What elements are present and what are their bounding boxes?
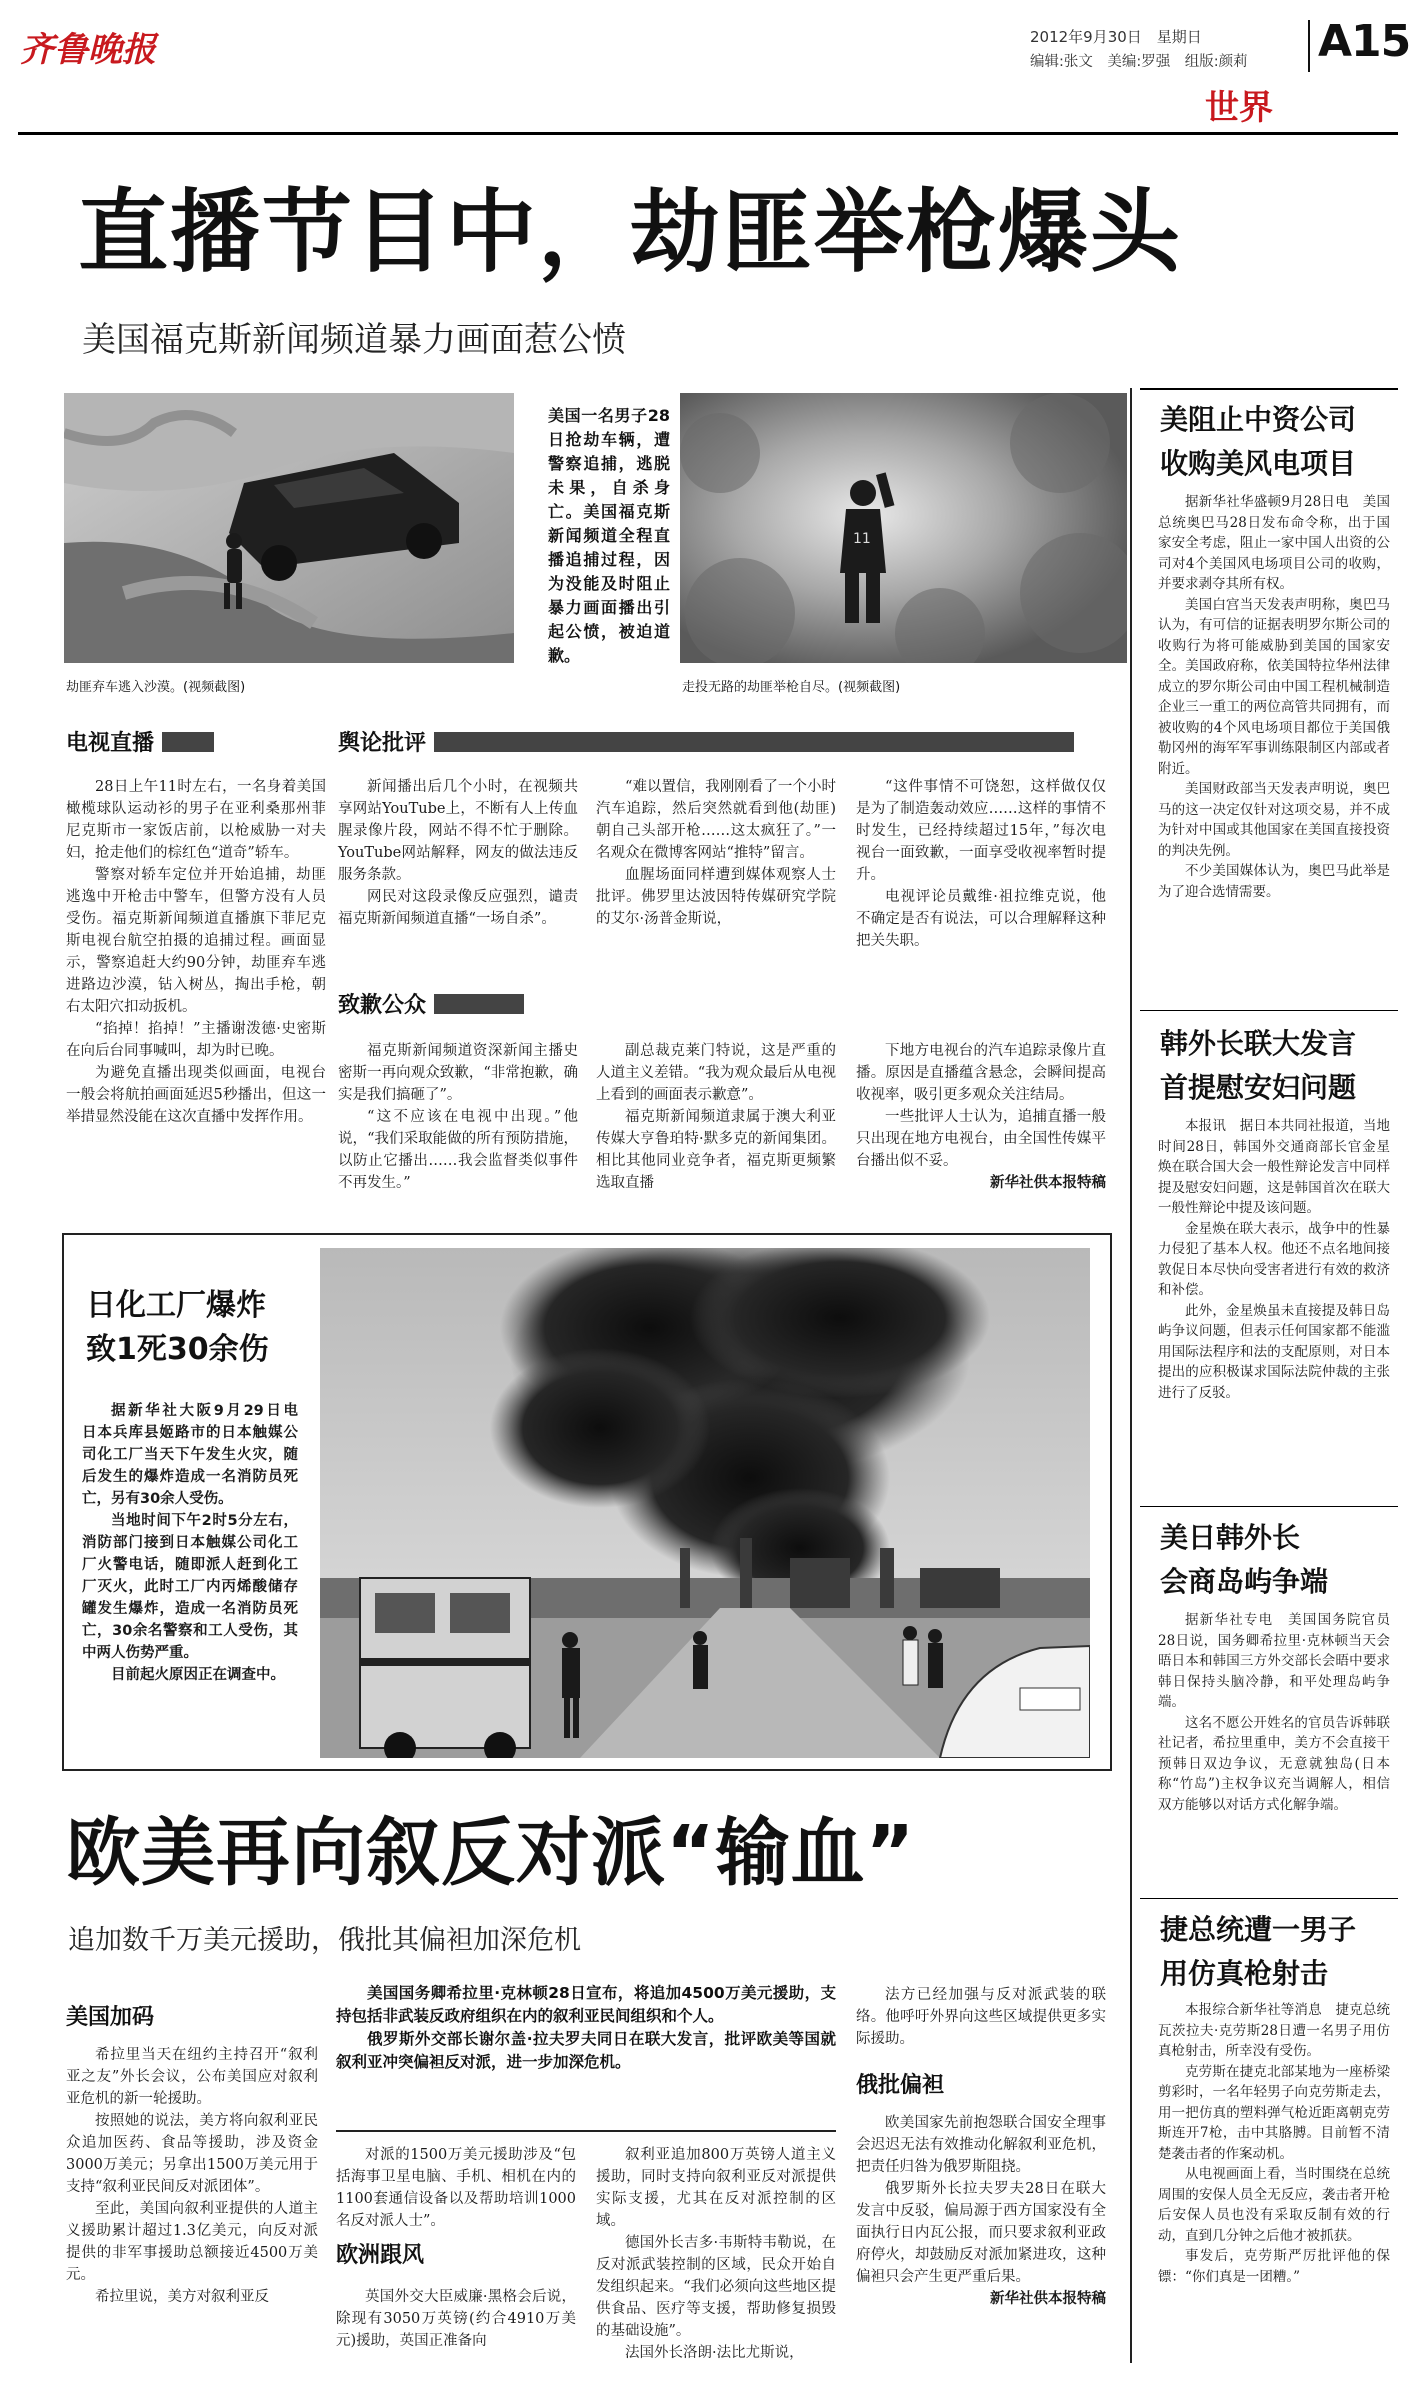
sidebar-body-1 xyxy=(1158,492,1390,902)
sidebar-title-line: 美日韩外长 xyxy=(1160,1521,1301,1554)
fire-title-line2: 致1死30余伤 xyxy=(86,1332,269,1367)
sidebar-body-4 xyxy=(1158,2000,1390,2287)
sidebar-title-line: 美阻止中资公司 xyxy=(1160,403,1357,436)
paragraph: 英国外交大臣威廉·黑格会后说，除现有3050万英镑(约合4910万美元)援助，英国正准备向 xyxy=(336,2289,576,2349)
paragraph: 据新华社华盛顿9月28日电 美国总统奥巴马28日发布命令称，出于国家安全考虑，阻止一家中国人出资的公司对4个美国风电场项目公司的收购，并要求剥夺其所有权。 xyxy=(1158,494,1390,592)
sidebar-body-3 xyxy=(1158,1610,1390,1815)
syria-col-4b xyxy=(856,2112,1106,2310)
fire-title xyxy=(86,1284,269,1372)
fire-title-line1: 日化工厂爆炸 xyxy=(86,1288,266,1323)
paragraph: 本报综合新华社等消息 捷克总统瓦茨拉夫·克劳斯28日遭一名男子用仿真枪射击，所幸没有受伤。 xyxy=(1158,2002,1390,2059)
paragraph: 法方已经加强与反对派武装的联络。他呼吁外界向这些区域提供更多实际援助。 xyxy=(856,1987,1106,2047)
paragraph: 一些批评人士认为，追捕直播一般只出现在地方电视台，由全国性传媒平台播出似不妥。 xyxy=(856,1109,1106,1169)
paragraph: 此外，金星焕虽未直接提及韩日岛屿争议问题，但表示任何国家都不能滥用国际法程序和法的支配原则，对日本提出的应积极谋求国际法院仲裁的主张进行了反驳。 xyxy=(1158,1302,1390,1401)
sidebar-title-line: 用仿真枪射击 xyxy=(1160,1957,1329,1990)
paragraph: 美国白宫当天发表声明称，奥巴马认为，有可信的证据表明罗尔斯公司的收购行为将可能威胁到美国的国家安全。美国政府称，依美国特拉华州法律成立的罗尔斯公司由中国工程机械制造企业三一重工的两位高管共同拥有，而被收购的4个风电场项目都位于美国俄勒冈州的海军军事训练限制区内部或者附近。 xyxy=(1158,596,1390,777)
paragraph: 28日上午11时左右，一名身着美国橄榄球队运动衫的男子在亚利桑那州菲尼克斯市一家饭店前，以枪威胁一对夫妇，抢走他们的棕红色“道奇”轿车。 xyxy=(66,779,326,861)
sidebar-title-1 xyxy=(1160,398,1356,486)
sidebar-rule xyxy=(1140,1010,1398,1011)
paragraph: 据新华社大阪9月29日电 日本兵库县姬路市的日本触媒公司化工厂当天下午发生火灾，随后发生的爆炸造成一名消防员死亡，另有30余人受伤。 xyxy=(82,1403,313,1507)
section-label: 世界 xyxy=(1205,88,1273,128)
lead-subheadline: 美国福克斯新闻频道暴力画面惹公愤 xyxy=(82,320,626,360)
paragraph: 目前起火原因正在调查中。 xyxy=(111,1667,285,1683)
lead-col-4-lower xyxy=(856,1040,1106,1194)
lead-headline: 直播节目中，劫匪举枪爆头 xyxy=(78,180,1182,285)
paragraph: “这件事情不可饶恕，这样做仅仅是为了制造轰动效应……这样的事情不时发生，已经持续超过15年，”每次电视台一面致歉，一面享受收视率暂时提升。 xyxy=(856,779,1106,883)
section-title: 电视直播 xyxy=(66,731,155,756)
sidebar-rule xyxy=(1140,1898,1398,1899)
paragraph: 美国财政部当天发表声明说，奥巴马的这一决定仅针对这项交易，并不成为针对中国或其他国家在美国直接投资的判决先例。 xyxy=(1158,781,1390,859)
lead-col-1 xyxy=(66,776,326,1128)
sidebar-title-line: 收购美风电项目 xyxy=(1160,447,1357,480)
sidebar-title-line: 韩外长联大发言 xyxy=(1160,1027,1357,1060)
photo-suicide xyxy=(680,393,1127,663)
paragraph: 金星焕在联大表示，战争中的性暴力侵犯了基本人权。他还不点名地间接敦促日本尽快向受害者进行有效的救济和补偿。 xyxy=(1158,1220,1390,1298)
section-head-europe xyxy=(336,2238,424,2269)
section-bar xyxy=(162,732,214,752)
photo-car-desert-image xyxy=(64,393,514,663)
lead-col-3-lower xyxy=(596,1040,836,1194)
page-number-divider xyxy=(1308,20,1310,72)
syria-subheadline: 追加数千万美元援助，俄批其偏袒加深危机 xyxy=(68,1925,581,1956)
section-title: 俄批偏袒 xyxy=(856,2073,945,2098)
sidebar-rule xyxy=(1140,1506,1398,1507)
syria-col-2 xyxy=(336,2144,576,2232)
section-head-criticism xyxy=(338,726,1074,757)
photo-factory-fire xyxy=(320,1248,1090,1758)
syria-col-4 xyxy=(856,1984,1106,2050)
paragraph: 据新华社专电 美国国务院官员28日说，国务卿希拉里·克林顿当天会晤日本和韩国三方外交部长会晤中要求韩日保持头脑冷静，和平处理岛屿争端。 xyxy=(1158,1612,1390,1710)
photo-car-desert xyxy=(64,393,514,663)
paragraph: 这名不愿公开姓名的官员告诉韩联社记者，希拉里重申，美方不会直接干预韩日双边争议，无意就独岛(日本称“竹岛”)主权争议充当调解人，相信双方能够以对话方式化解争端。 xyxy=(1158,1714,1390,1813)
paragraph: 当地时间下午2时5分左右，消防部门接到日本触媒公司化工厂火警电话，随即派人赶到化工厂灭火，此时工厂内丙烯酸储存罐发生爆炸，造成一名消防员死亡，30余名警察和工人受伤，其中两人伤势严重。 xyxy=(82,1513,298,1661)
paragraph: 按照她的说法，美方将向叙利亚民众追加医药、食品等援助，涉及资金3000万美元；另拿出1500万美元用于支持“叙利亚民间反对派团体”。 xyxy=(66,2113,318,2195)
paragraph: 俄罗斯外长拉夫罗夫28日在联大发言中反驳，偏局源于西方国家没有全面执行日内瓦公报，而只要求叙利亚政府停火，却鼓励反对派加紧进攻，这种偏袒只会产生更严重后果。 xyxy=(856,2181,1106,2285)
editor-line: 编辑:张文 美编:罗强 组版:颜莉 xyxy=(1030,54,1248,70)
paragraph: 本报讯 据日本共同社报道，当地时间28日，韩国外交通商部长官金星焕在联合国大会一般性辩论发言中同样提及慰安妇问题，这是韩国首次在联大一般性辩论中提及该问题。 xyxy=(1158,1118,1390,1216)
paragraph: 副总裁克莱门特说，这是严重的人道主义差错。“我为观众最后从电视上看到的画面表示歉意”。 xyxy=(596,1043,836,1103)
lead-summary: 美国一名男子28日抢劫车辆，遭警察追捕，逃脱未果，自杀身亡。美国福克斯新闻频道全程直播追捕过程，因为没能及时阻止暴力画面播出引起公愤，被迫道歉。 xyxy=(548,406,670,665)
section-head-tv-live xyxy=(66,726,214,757)
sidebar-body-2 xyxy=(1158,1116,1390,1403)
paragraph: 对派的1500万美元援助涉及“包括海事卫星电脑、手机、相机在内的1100套通信设备以及帮助培训1000名反对派人士”。 xyxy=(336,2147,576,2229)
fire-body xyxy=(82,1400,313,1686)
paragraph: 新闻播出后几个小时，在视频共享网站YouTube上，不断有人上传血腥录像片段，网站不得不忙于删除。YouTube网站解释，网友的做法违反服务条款。 xyxy=(338,779,578,883)
paragraph: 希拉里说，美方对叙利亚反 xyxy=(95,2289,269,2305)
page-number: A15 xyxy=(1318,16,1411,67)
lead-col-3-upper xyxy=(596,776,836,930)
photo1-caption: 劫匪弃车逃入沙漠。(视频截图) xyxy=(66,680,246,695)
section-title: 致歉公众 xyxy=(338,993,427,1018)
paragraph: “难以置信，我刚刚看了一个小时汽车追踪，然后突然就看到他(劫匪)朝自己头部开枪……这太疯狂了。”一名观众在微博客网站“推特”留言。 xyxy=(596,779,836,861)
photo-suicide-image xyxy=(680,393,1127,663)
paragraph: 法国外长洛朗·法比尤斯说， xyxy=(625,2345,804,2361)
syria-col-2b xyxy=(336,2286,576,2352)
syria-col-1 xyxy=(66,2044,318,2308)
paragraph: 希拉里当天在纽约主持召开“叙利亚之友”外长会议，公布美国应对叙利亚危机的新一轮援助。 xyxy=(66,2047,318,2107)
lead-col-2-lower xyxy=(338,1040,578,1194)
sidebar-title-line: 会商岛屿争端 xyxy=(1160,1565,1329,1598)
paragraph: 网民对这段录像反应强烈，谴责福克斯新闻频道直播“一场自杀”。 xyxy=(338,889,578,927)
date-line: 2012年9月30日 星期日 xyxy=(1030,28,1202,46)
sidebar-top-rule xyxy=(1140,388,1398,390)
sidebar-title-4 xyxy=(1160,1908,1356,1996)
paragraph: 不少美国媒体认为，奥巴马此举是为了迎合选情需要。 xyxy=(1158,863,1390,900)
lead-col-4-upper xyxy=(856,776,1106,952)
section-head-apology xyxy=(338,988,524,1019)
photo2-caption: 走投无路的劫匪举枪自尽。(视频截图) xyxy=(682,680,901,695)
paragraph: 福克斯新闻频道隶属于澳大利亚传媒大亨鲁珀特·默多克的新闻集团。相比其他同业竞争者，福克斯更频繁选取直播 xyxy=(596,1109,836,1191)
section-head-us xyxy=(66,2000,154,2031)
paragraph: “这不应该在电视中出现。”他说，“我们采取能做的所有预防措施，以防止它播出……我会监督类似事件不再发生。” xyxy=(338,1109,578,1191)
paragraph: 警察对轿车定位并开始追捕，劫匪逃逸中开枪击中警车，但警方没有人员受伤。福克斯新闻频道直播旗下菲尼克斯电视台航空拍摄的追捕过程。画面显示，警察追赶大约90分钟，劫匪弃车逃进路边沙漠，钻入树丛，掏出手枪，朝右太阳穴扣动扳机。 xyxy=(66,867,326,1015)
byline: 新华社供本报特稿 xyxy=(990,2290,1106,2307)
paragraph: 事发后，克劳斯严厉批评他的保镖：“你们真是一团糟。” xyxy=(1158,2248,1390,2285)
syria-summary xyxy=(336,1982,836,2132)
paragraph: 电视评论员戴维·祖拉维克说，他不确定是否有说法，可以合理解释这种把关失职。 xyxy=(856,889,1106,949)
paragraph: 下地方电视台的汽车追踪录像片直播。原因是直播蕴含悬念，会瞬间提高收视率，吸引更多观众关注结局。 xyxy=(856,1043,1106,1103)
section-head-russia xyxy=(856,2068,944,2099)
section-bar xyxy=(434,994,524,1014)
paragraph: 德国外长吉多·韦斯特韦勒说，在反对派武装控制的区域，民众开始自发组织起来。“我们必须向这些地区提供食品、医疗等支援，帮助修复损毁的基础设施”。 xyxy=(596,2235,836,2339)
byline: 新华社供本报特稿 xyxy=(990,1174,1106,1191)
photo-factory-fire-image xyxy=(320,1248,1090,1758)
section-bar xyxy=(434,732,1074,752)
syria-summary-2: 俄罗斯外交部长谢尔盖·拉夫罗夫同日在联大发言，批评欧美等国就叙利亚冲突偏袒反对派，进一步加深危机。 xyxy=(336,2030,836,2071)
paragraph: 血腥场面同样遭到媒体观察人士批评。佛罗里达波因特传媒研究学院的艾尔·汤普金斯说， xyxy=(596,867,836,927)
masthead-rule xyxy=(18,132,1398,135)
paragraph: 叙利亚追加800万英镑人道主义援助，同时支持向叙利亚反对派提供实际支援，尤其在反对派控制的区域。 xyxy=(596,2147,836,2229)
lead-col-2-upper xyxy=(338,776,578,930)
paragraph: 欧美国家先前抱怨联合国安全理事会迟迟无法有效推动化解叙利亚危机，把责任归咎为俄罗斯阻挠。 xyxy=(856,2115,1106,2175)
svg-text:11: 11 xyxy=(853,531,871,547)
syria-col-3 xyxy=(596,2144,836,2364)
section-title: 舆论批评 xyxy=(338,731,427,756)
sidebar-title-3 xyxy=(1160,1516,1328,1604)
section-title: 美国加码 xyxy=(66,2005,155,2030)
syria-summary-1: 美国国务卿希拉里·克林顿28日宣布，将追加4500万美元援助，支持包括非武装反政府组织在内的叙利亚民间组织和个人。 xyxy=(336,1984,836,2025)
sidebar-title-2 xyxy=(1160,1022,1356,1110)
paragraph: 克劳斯在捷克北部某地为一座桥梁剪彩时，一名年轻男子向克劳斯走去，用一把仿真的塑料弹气枪近距离朝克劳斯连开7枪，击中其胳膊。目前暂不清楚袭击者的作案动机。 xyxy=(1158,2063,1390,2162)
paragraph: “掐掉！掐掉！”主播谢泼德·史密斯在向后台同事喊叫，却为时已晚。 xyxy=(66,1021,326,1059)
masthead-logo: 齐鲁晚报 xyxy=(20,30,156,70)
syria-headline: 欧美再向叙反对派“输血” xyxy=(66,1810,916,1896)
section-title: 欧洲跟风 xyxy=(336,2243,425,2268)
paragraph: 福克斯新闻频道资深新闻主播史密斯一再向观众致歉，“非常抱歉，确实是我们搞砸了”。 xyxy=(338,1043,578,1103)
sidebar-title-line: 捷总统遭一男子 xyxy=(1160,1913,1357,1946)
paragraph: 从电视画面上看，当时围绕在总统周围的安保人员全无反应，袭击者开枪后安保人员也没有采取反制有效的行动，直到几分钟之后他才被抓获。 xyxy=(1158,2166,1390,2244)
paragraph: 为避免直播出现类似画面，电视台一般会将航拍画面延迟5秒播出，但这一举措显然没能在这次直播中发挥作用。 xyxy=(66,1065,326,1125)
sidebar-title-line: 首提慰安妇问题 xyxy=(1160,1071,1357,1104)
sidebar-divider xyxy=(1130,388,1132,2363)
paragraph: 至此，美国向叙利亚提供的人道主义援助累计超过1.3亿美元，向反对派提供的非军事援助总额接近4500万美元。 xyxy=(66,2201,318,2283)
